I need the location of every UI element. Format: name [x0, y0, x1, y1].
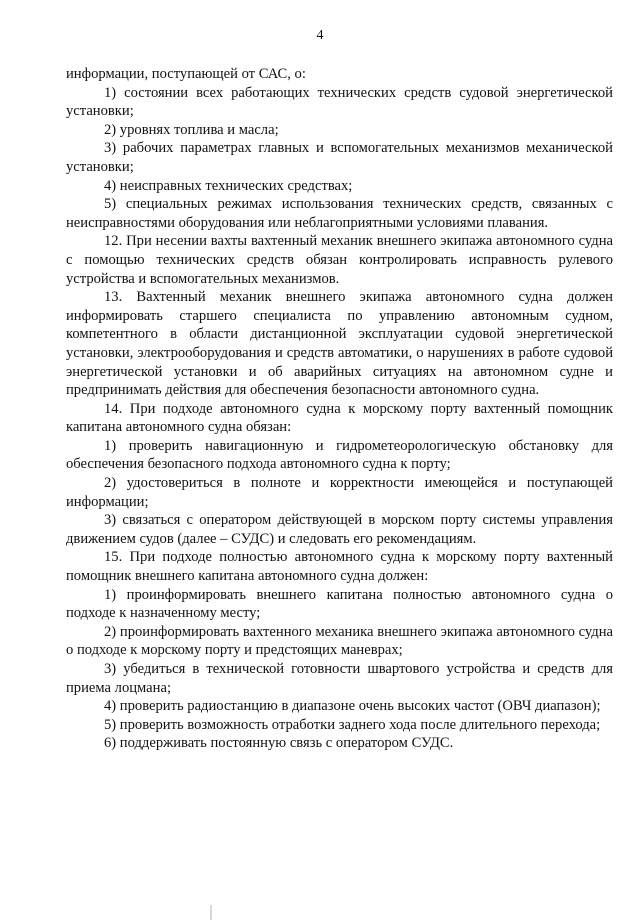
- paragraph-clause-14: 14. При подходе автономного судна к морскому порту вахтенный помощник капитана автономного судна обязан:: [66, 400, 613, 436]
- scan-artifact-line: [210, 905, 212, 920]
- paragraph-list-item: 1) проверить навигационную и гидрометеорологическую обстановку для обеспечения безопасного подхода автономного судна к порту;: [66, 437, 613, 473]
- paragraph-list-item: 3) рабочих параметрах главных и вспомогательных механизмов механической установки;: [66, 140, 613, 175]
- paragraph-clause-12: 12. При несении вахты вахтенный механик внешнего экипажа автономного судна с помощью технических средств обязан контролировать исправность рулевого устройства и вспомогательных механизмов.: [66, 233, 613, 287]
- paragraph-list-item: 2) проинформировать вахтенного механика внешнего экипажа автономного судна о подходе к морскому порту и предстоящих маневрах;: [66, 623, 613, 659]
- paragraph-list-item: 3) убедиться в технической готовности швартового устройства и средств для приема лоцмана;: [66, 661, 613, 696]
- paragraph-list-item: 4) проверить радиостанцию в диапазоне очень высоких частот (ОВЧ диапазон);: [104, 698, 601, 715]
- paragraph-list-item: 1) состоянии всех работающих технических средств судовой энергетической установки;: [66, 84, 613, 120]
- paragraph-list-item: 5) проверить возможность отработки заднего хода после длительного перехода;: [104, 716, 601, 733]
- paragraph-intro: информации, поступающей от САС, о:: [66, 66, 306, 82]
- paragraph-clause-13: 13. Вахтенный механик внешнего экипажа автономного судна должен информировать старшего специалиста по управлению автономным судном, компетентного в области дистанционной эксплуатации судовой энергетической установки, электрооборудования и средств автоматики, о нарушениях в работе судовой энергетической установки и об аварийных ситуациях на автономном судне и предпринимать действия для обеспечения безопасности автономного судна.: [66, 289, 613, 399]
- paragraph-clause-15: 15. При подходе полностью автономного судна к морскому порту вахтенный помощник внешнего капитана автономного судна должен:: [66, 549, 613, 585]
- paragraph-list-item: 4) неисправных технических средствах;: [104, 177, 353, 194]
- paragraph-list-item: 2) уровнях топлива и масла;: [104, 121, 279, 138]
- paragraph-list-item: 6) поддерживать постоянную связь с оператором СУДС.: [104, 735, 454, 752]
- document-body: [66, 65, 613, 753]
- paragraph-list-item: 1) проинформировать внешнего капитана полностью автономного судна о подходе к назначенному месту;: [66, 586, 613, 622]
- paragraph-list-item: 5) специальных режимах использования технических средств, связанных с неисправностями оборудования или неблагоприятными условиями плавания.: [66, 196, 613, 231]
- paragraph-list-item: 3) связаться с оператором действующей в морском порту системы управления движением судов (далее – СУДС) и следовать его рекомендациям.: [66, 512, 613, 547]
- page-number: 4: [316, 28, 324, 43]
- paragraph-list-item: 2) удостовериться в полноте и корректности имеющейся и поступающей информации;: [66, 475, 613, 510]
